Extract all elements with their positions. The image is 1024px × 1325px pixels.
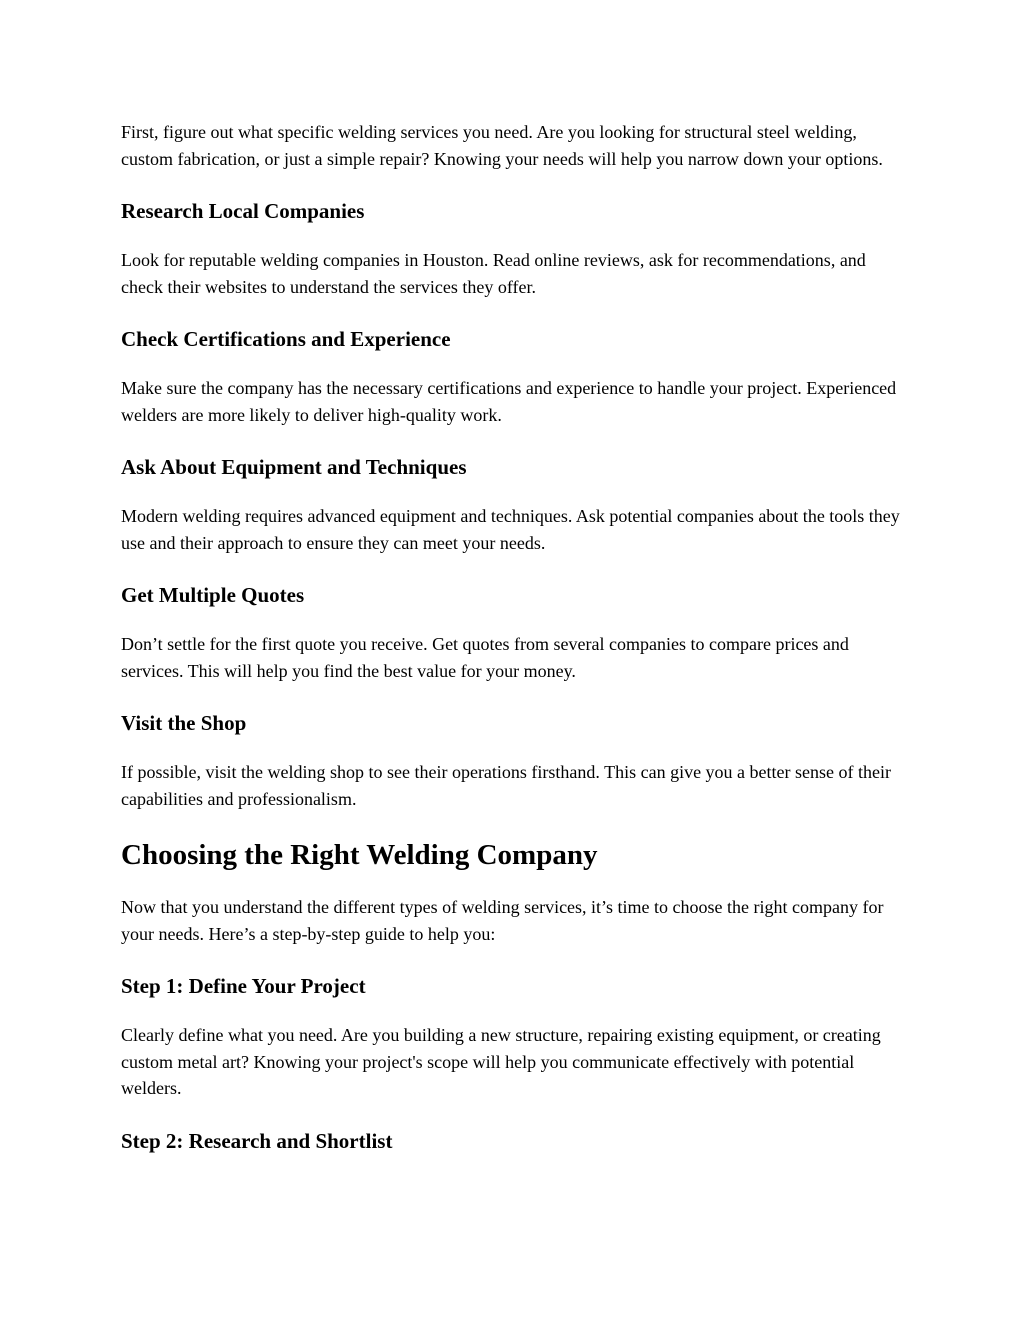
- section-body-equipment: Modern welding requires advanced equipment and techniques. Ask potential companies about the tools they use and their approach to ensure they can meet your needs.: [121, 506, 900, 553]
- intro-paragraph: First, figure out what specific welding services you need. Are you looking for structural steel welding, custom fabrication, or just a simple repair? Knowing your needs will help you narrow down your options.: [121, 122, 883, 169]
- section-body-certifications: Make sure the company has the necessary certifications and experience to handle your project. Experienced welders are more likely to deliver high-quality work.: [121, 378, 897, 425]
- section-body-quotes: Don’t settle for the first quote you receive. Get quotes from several companies to compare prices and services. This will help you find the best value for your money.: [121, 634, 849, 681]
- main-heading: Choosing the Right Welding Company: [121, 839, 598, 871]
- section-heading-equipment: Ask About Equipment and Techniques: [121, 455, 467, 479]
- section-body-visit: If possible, visit the welding shop to see their operations firsthand. This can give you a better sense of their capabilities and professionalism.: [121, 762, 891, 809]
- section-body-research: Look for reputable welding companies in Houston. Read online reviews, ask for recommendations, and check their websites to understand the services they offer.: [121, 250, 866, 297]
- document-page: [121, 119, 911, 1155]
- step-2-heading: Step 2: Research and Shortlist: [121, 1128, 393, 1153]
- step-1-body: Clearly define what you need. Are you building a new structure, repairing existing equipment, or creating custom metal art? Knowing your project's scope will help you communicate effectively with potential welders.: [121, 1025, 881, 1098]
- step-1-heading: Step 1: Define Your Project: [121, 974, 366, 998]
- section-heading-research: Research Local Companies: [121, 199, 365, 223]
- section-heading-visit: Visit the Shop: [121, 711, 247, 735]
- section-heading-quotes: Get Multiple Quotes: [121, 583, 305, 607]
- section-heading-certifications: Check Certifications and Experience: [121, 327, 451, 351]
- main-intro-paragraph: Now that you understand the different types of welding services, it’s time to choose the right company for your needs. Here’s a step-by-step guide to help you:: [121, 897, 884, 944]
